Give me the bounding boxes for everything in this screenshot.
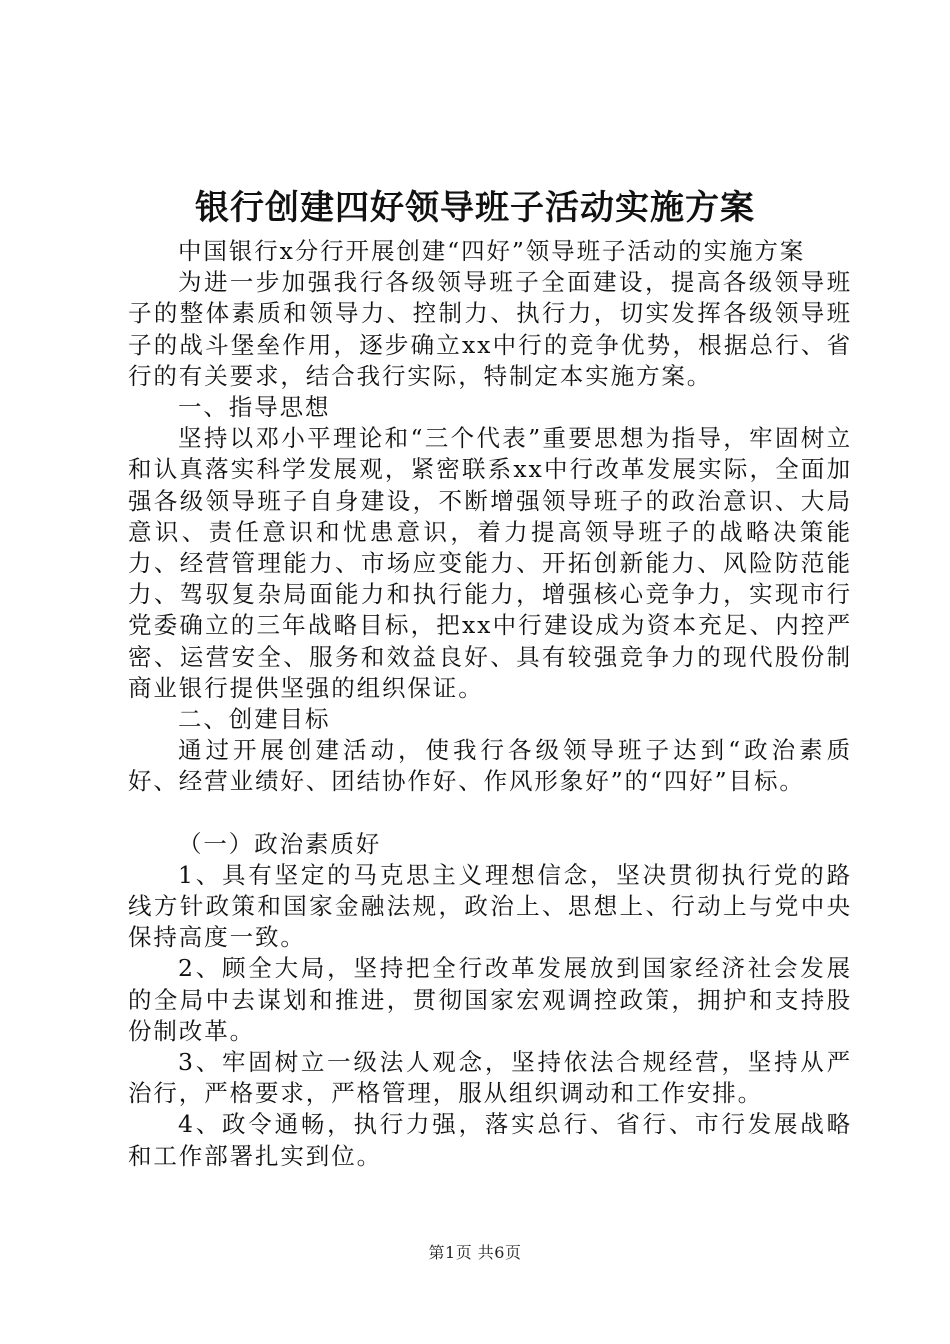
page-number-footer: 第1页 共6页 [428, 1243, 522, 1262]
document-body [128, 236, 852, 1172]
section-heading-guiding-thought: 一、指导思想 [178, 393, 331, 422]
list-item-2: 2、顾全大局，坚持把全行改革发展放到国家经济社会发展的全局中去谋划和推进，贯彻国家宏观调控政策，拥护和支持股份制改革。 [128, 954, 852, 1045]
document-title: 银行创建四好领导班子活动实施方案 [195, 188, 755, 228]
section-heading-goals: 二、创建目标 [178, 705, 331, 734]
list-item-1: 1、具有坚定的马克思主义理想信念，坚决贯彻执行党的路线方针政策和国家金融法规，政治上、思想上、行动上与党中央保持高度一致。 [128, 860, 852, 952]
paragraph-goals: 通过开展创建活动，使我行各级领导班子达到“政治素质好、经营业绩好、团结协作好、作风形象好”的“四好”目标。 [128, 736, 852, 796]
list-item-4: 4、政令通畅，执行力强，落实总行、省行、市行发展战略和工作部署扎实到位。 [128, 1110, 852, 1170]
subsection-heading-political-quality: （一）政治素质好 [178, 829, 382, 858]
paragraph-guiding-thought: 坚持以邓小平理论和“三个代表”重要思想为指导，牢固树立和认真落实科学发展观，紧密联系xx中行改革发展实际，全面加强各级领导班子自身建设，不断增强领导班子的政治意识、大局意识、责任意识和忧患意识，着力提高领导班子的战略决策能力、经营管理能力、市场应变能力、开拓创新能力、风险防范能力、驾驭复杂局面能力和执行能力，增强核心竞争力，实现市行党委确立的三年战略目标，把xx中行建设成为资本充足、内控严密、运营安全、服务和效益良好、具有较强竞争力的现代股份制商业银行提供坚强的组织保证。 [128, 424, 852, 702]
list-item-3: 3、牢固树立一级法人观念，坚持依法合规经营，坚持从严治行，严格要求，严格管理，服从组织调动和工作安排。 [128, 1048, 852, 1108]
paragraph-intro: 为进一步加强我行各级领导班子全面建设，提高各级领导班子的整体素质和领导力、控制力、执行力，切实发挥各级领导班子的战斗堡垒作用，逐步确立xx中行的竞争优势，根据总行、省行的有关要求，结合我行实际，特制定本实施方案。 [128, 268, 852, 390]
paragraph-subtitle: 中国银行x分行开展创建“四好”领导班子活动的实施方案 [178, 237, 806, 265]
blank-line [128, 798, 852, 829]
